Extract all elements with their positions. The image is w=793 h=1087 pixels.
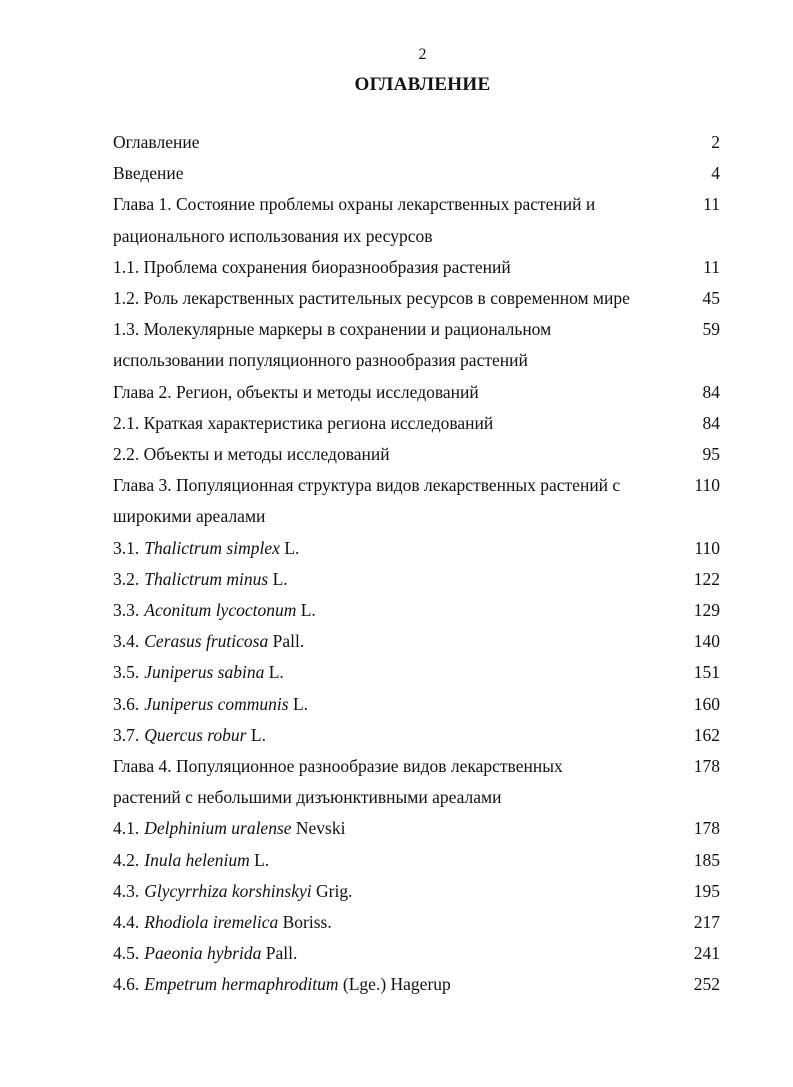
toc-entry-section-3-1 xyxy=(113,533,725,564)
toc-entry-section-1-1 xyxy=(113,252,725,283)
toc-entry-section-4-6 xyxy=(113,969,725,1000)
toc-entry-section-4-5 xyxy=(113,938,725,969)
species-author: L. xyxy=(268,662,284,683)
toc-entry-title: Оглавление xyxy=(113,132,200,152)
toc-entry-page: 162 xyxy=(693,724,720,745)
toc-entry-title: 2.2. Объекты и методы исследований xyxy=(113,444,390,465)
toc-entry-section-4-2 xyxy=(113,845,725,876)
species-author: L. xyxy=(254,849,270,870)
toc-entry-chapter-2 xyxy=(113,377,725,408)
toc-entry-title xyxy=(113,845,673,876)
section-number: 4.4. xyxy=(113,912,140,933)
toc-entry-introduction xyxy=(113,158,725,189)
species-name: Thalictrum minus xyxy=(144,568,269,589)
toc-entry-title xyxy=(113,533,673,564)
toc-entry-title-line: Глава 1. Состояние проблемы охраны лекарственных растений и xyxy=(113,194,596,215)
toc-entry-section-3-7 xyxy=(113,720,725,751)
species-author: Pall. xyxy=(265,943,298,964)
species-name: Thalictrum simplex xyxy=(144,537,280,558)
toc-entry-title xyxy=(113,595,673,626)
toc-entry-chapter-1 xyxy=(113,189,725,251)
toc-entry-title-line: Глава 4. Популяционное разнообразие видов лекарственных xyxy=(113,756,563,777)
section-number: 4.2. xyxy=(113,849,140,870)
toc-entry-page: 252 xyxy=(693,974,720,995)
toc-entry-section-3-5 xyxy=(113,657,725,688)
toc-entry-page: 11 xyxy=(703,194,720,215)
toc-entry-title xyxy=(113,189,673,251)
toc-entry-page: 185 xyxy=(693,849,720,870)
species-name: Glycyrrhiza korshinskyi xyxy=(144,880,312,901)
species-name: Juniperus sabina xyxy=(144,662,265,683)
species-name: Paeonia hybrida xyxy=(144,943,262,964)
toc-entry-title-line: растений с небольшими дизъюнктивными ареалами xyxy=(113,787,502,808)
toc-entry-title xyxy=(113,470,673,532)
toc-entry-page: 160 xyxy=(693,693,720,714)
table-of-contents xyxy=(113,127,725,1001)
toc-entry-chapter-3 xyxy=(113,470,725,532)
toc-entry-section-3-4 xyxy=(113,626,725,657)
section-number: 4.1. xyxy=(113,818,140,839)
toc-entry-page: 151 xyxy=(693,662,720,683)
toc-entry-title: 1.1. Проблема сохранения биоразнообразия растений xyxy=(113,256,511,277)
species-author: L. xyxy=(250,724,266,745)
section-number: 4.6. xyxy=(113,974,140,995)
toc-entry-section-1-2 xyxy=(113,283,725,314)
toc-entry-title xyxy=(113,720,673,751)
toc-entry-title: 1.2. Роль лекарственных растительных ресурсов в современном мире xyxy=(113,288,630,309)
toc-entry-page: 122 xyxy=(693,568,720,589)
section-number: 3.4. xyxy=(113,631,140,652)
species-name: Aconitum lycoctonum xyxy=(144,600,297,621)
toc-entry-page: 178 xyxy=(693,756,720,777)
toc-entry-title xyxy=(113,314,673,376)
toc-entry-title-line: рационального использования их ресурсов xyxy=(113,225,433,246)
toc-entry-page: 178 xyxy=(693,818,720,839)
toc-entry-page: 2 xyxy=(711,132,720,152)
toc-entry-section-3-6 xyxy=(113,689,725,720)
toc-entry-title xyxy=(113,876,673,907)
toc-entry-page: 129 xyxy=(693,600,720,621)
toc-entry-title-line: 1.3. Молекулярные маркеры в сохранении и рациональном xyxy=(113,319,552,340)
species-author: L. xyxy=(272,568,288,589)
toc-entry-title xyxy=(113,689,673,720)
toc-entry-page: 140 xyxy=(693,631,720,652)
species-author: (Lge.) Hagerup xyxy=(342,974,451,995)
toc-entry-page: 84 xyxy=(702,381,720,402)
section-number: 3.3. xyxy=(113,600,140,621)
section-number: 3.1. xyxy=(113,537,140,558)
section-number: 3.5. xyxy=(113,662,140,683)
section-number: 4.3. xyxy=(113,880,140,901)
toc-entry-section-2-1 xyxy=(113,408,725,439)
toc-entry-page: 4 xyxy=(711,163,720,184)
toc-entry-page: 110 xyxy=(694,475,720,496)
section-number: 4.5. xyxy=(113,943,140,964)
toc-entry-section-4-3 xyxy=(113,876,725,907)
page-title: ОГЛАВЛЕНИЕ xyxy=(354,74,491,95)
toc-entry-section-4-4 xyxy=(113,907,725,938)
toc-entry-page: 241 xyxy=(693,943,720,964)
toc-entry-section-3-3 xyxy=(113,595,725,626)
toc-entry-title xyxy=(113,969,673,1000)
toc-entry-title-line: использовании популяционного разнообразия растений xyxy=(113,350,528,371)
toc-entry-title: 2.1. Краткая характеристика региона исследований xyxy=(113,412,494,433)
toc-entry-page: 110 xyxy=(694,537,720,558)
toc-entry-title xyxy=(113,907,673,938)
toc-entry-title-line: Глава 3. Популяционная структура видов лекарственных растений с xyxy=(113,475,621,496)
species-name: Juniperus communis xyxy=(144,693,289,714)
section-number: 3.2. xyxy=(113,568,140,589)
species-name: Cerasus fruticosa xyxy=(144,631,269,652)
species-name: Rhodiola iremelica xyxy=(144,912,279,933)
toc-entry-title: Глава 2. Регион, объекты и методы исследований xyxy=(113,381,479,402)
toc-entry-contents xyxy=(113,127,725,158)
toc-entry-page: 95 xyxy=(702,444,720,465)
species-author: L. xyxy=(292,693,309,714)
species-author: Grig. xyxy=(316,880,353,901)
toc-entry-section-3-2 xyxy=(113,564,725,595)
species-author: Boriss. xyxy=(282,912,332,933)
species-name: Inula helenium xyxy=(144,849,250,870)
section-number: 3.7. xyxy=(113,724,140,745)
species-author: Pall. xyxy=(272,631,305,652)
toc-entry-title xyxy=(113,564,673,595)
toc-entry-title xyxy=(113,751,673,813)
toc-entry-title xyxy=(113,626,673,657)
toc-entry-title-line: широкими ареалами xyxy=(113,506,266,527)
toc-entry-page: 59 xyxy=(702,319,720,340)
toc-entry-title: Введение xyxy=(113,163,184,184)
toc-entry-title xyxy=(113,657,673,688)
toc-entry-section-2-2 xyxy=(113,439,725,470)
toc-entry-page: 195 xyxy=(693,880,720,901)
species-author: Nevski xyxy=(295,818,346,839)
toc-entry-page: 11 xyxy=(703,256,720,277)
species-name: Delphinium uralense xyxy=(144,818,292,839)
section-number: 3.6. xyxy=(113,693,140,714)
toc-entry-chapter-4 xyxy=(113,751,725,813)
page-number: 2 xyxy=(418,46,427,63)
species-name: Quercus robur xyxy=(144,724,247,745)
toc-entry-title xyxy=(113,938,673,969)
toc-entry-page: 217 xyxy=(693,912,720,933)
toc-entry-page: 84 xyxy=(702,412,720,433)
toc-entry-title xyxy=(113,813,673,844)
species-author: L. xyxy=(284,537,300,558)
toc-entry-section-4-1 xyxy=(113,813,725,844)
toc-entry-section-1-3 xyxy=(113,314,725,376)
species-name: Empetrum hermaphroditum xyxy=(144,974,339,995)
species-author: L. xyxy=(300,600,316,621)
toc-entry-page: 45 xyxy=(702,288,720,309)
